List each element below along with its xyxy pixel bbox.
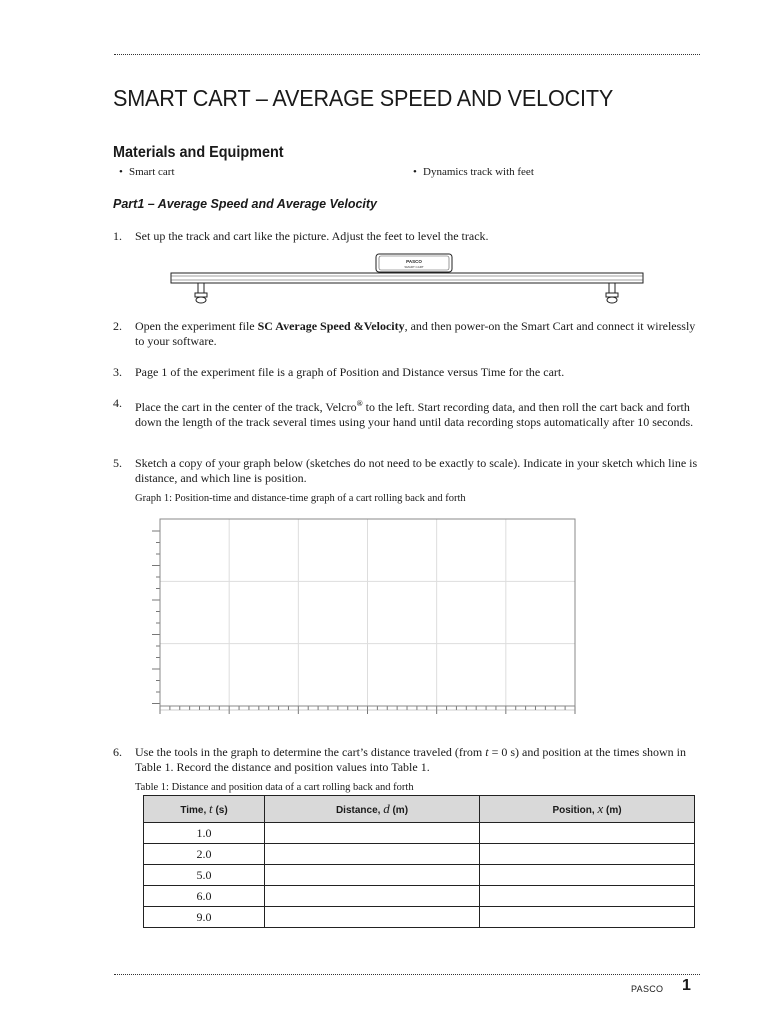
materials-item-dynamics-track [413, 166, 534, 178]
header-label: Distance, [335, 805, 384, 816]
step-text [135, 396, 703, 430]
header-label: Time, [180, 805, 210, 816]
time-cell: 6.0 [144, 886, 265, 907]
step-5 [113, 456, 703, 486]
bullet-icon: • [413, 166, 417, 178]
header-variable: d [383, 801, 390, 816]
page-title: SMART CART – AVERAGE SPEED AND VELOCITY [113, 85, 614, 111]
bullet-icon: • [119, 166, 123, 178]
position-cell[interactable] [480, 823, 695, 844]
position-cell[interactable] [480, 844, 695, 865]
grid-lines [160, 519, 575, 706]
table-caption: Table 1: Distance and position data of a cart rolling back and forth [135, 782, 414, 793]
header-position [480, 796, 695, 823]
step-text: Page 1 of the experiment file is a graph of Position and Distance versus Time for the cart. [135, 365, 565, 379]
step-1 [113, 229, 703, 244]
time-cell: 5.0 [144, 865, 265, 886]
distance-cell[interactable] [265, 865, 480, 886]
header-label: Position, [552, 805, 598, 816]
footer-rule [114, 974, 700, 975]
step-text-part: Open the experiment file [135, 319, 258, 333]
tick-marks [152, 531, 575, 714]
step-text-part: , and then power-on the Smart Cart and connect it wirelessly to your software. [135, 319, 696, 348]
step-4 [113, 396, 703, 430]
step-text-part: = 0 s) and position at the times shown in Table 1. Record the distance and position values into Table 1. [135, 745, 686, 774]
table-row [144, 907, 695, 928]
table-row [144, 886, 695, 907]
step-3 [113, 365, 703, 380]
step-text [135, 319, 703, 349]
header-rule [114, 54, 700, 55]
distance-cell[interactable] [265, 886, 480, 907]
position-cell[interactable] [480, 907, 695, 928]
materials-heading: Materials and Equipment [113, 144, 284, 161]
header-unit: (s) [212, 805, 228, 816]
materials-item-label: Dynamics track with feet [423, 166, 534, 178]
blank-graph-grid[interactable] [140, 512, 580, 718]
time-cell: 9.0 [144, 907, 265, 928]
cart-label: PASCO [406, 259, 422, 264]
table-header-row [144, 796, 695, 823]
time-variable: t [485, 745, 489, 759]
experiment-file-name: SC Average Speed &Velocity [257, 319, 405, 333]
footer-brand: PASCO [631, 984, 664, 994]
track-foot-left [195, 283, 207, 303]
step-6 [113, 745, 703, 775]
position-cell[interactable] [480, 865, 695, 886]
step-text [135, 745, 703, 775]
smart-cart-icon [376, 254, 452, 272]
materials-item-smart-cart [119, 166, 175, 178]
distance-cell[interactable] [265, 907, 480, 928]
materials-item-label: Smart cart [129, 166, 175, 178]
table-row [144, 823, 695, 844]
distance-cell[interactable] [265, 823, 480, 844]
header-variable: x [597, 801, 604, 816]
position-cell[interactable] [480, 886, 695, 907]
header-distance [265, 796, 480, 823]
header-unit: (m) [389, 805, 409, 816]
step-text: Sketch a copy of your graph below (sketches do not need to be exactly to scale). Indicate in your sketch which line is distance, and which line is position. [135, 456, 698, 485]
step-number: 6. [113, 745, 122, 759]
dynamics-track [171, 273, 643, 283]
table-row [144, 844, 695, 865]
part1-heading: Part1 – Average Speed and Average Velocity [113, 197, 378, 211]
step-number: 5. [113, 456, 122, 470]
graph-caption: Graph 1: Position-time and distance-time graph of a cart rolling back and forth [135, 493, 466, 504]
step-number: 1. [113, 229, 122, 243]
step-text-part: Place the cart in the center of the track, Velcro [135, 400, 357, 414]
time-cell: 1.0 [144, 823, 265, 844]
step-2 [113, 319, 703, 349]
header-unit: (m) [603, 805, 622, 816]
data-table [143, 795, 695, 928]
step-number: 3. [113, 365, 122, 379]
step-number: 2. [113, 319, 122, 333]
track-foot-right [606, 283, 618, 303]
track-figure [170, 253, 645, 307]
registered-mark: ® [356, 399, 363, 408]
step-text-part: to the left. Start recording data, and then roll the cart back and forth down the length of the track several times using your hand until data recording stops automatically after 10 seconds. [135, 400, 694, 429]
table-row [144, 865, 695, 886]
cart-sublabel: SMART CART [404, 265, 424, 269]
step-text: Set up the track and cart like the picture. Adjust the feet to level the track. [135, 229, 489, 243]
distance-cell[interactable] [265, 844, 480, 865]
step-text-part: Use the tools in the graph to determine the cart’s distance traveled (from [135, 745, 486, 759]
header-variable: t [209, 801, 213, 816]
page-number: 1 [682, 977, 691, 994]
step-number: 4. [113, 396, 122, 410]
time-cell: 2.0 [144, 844, 265, 865]
header-time [144, 796, 265, 823]
